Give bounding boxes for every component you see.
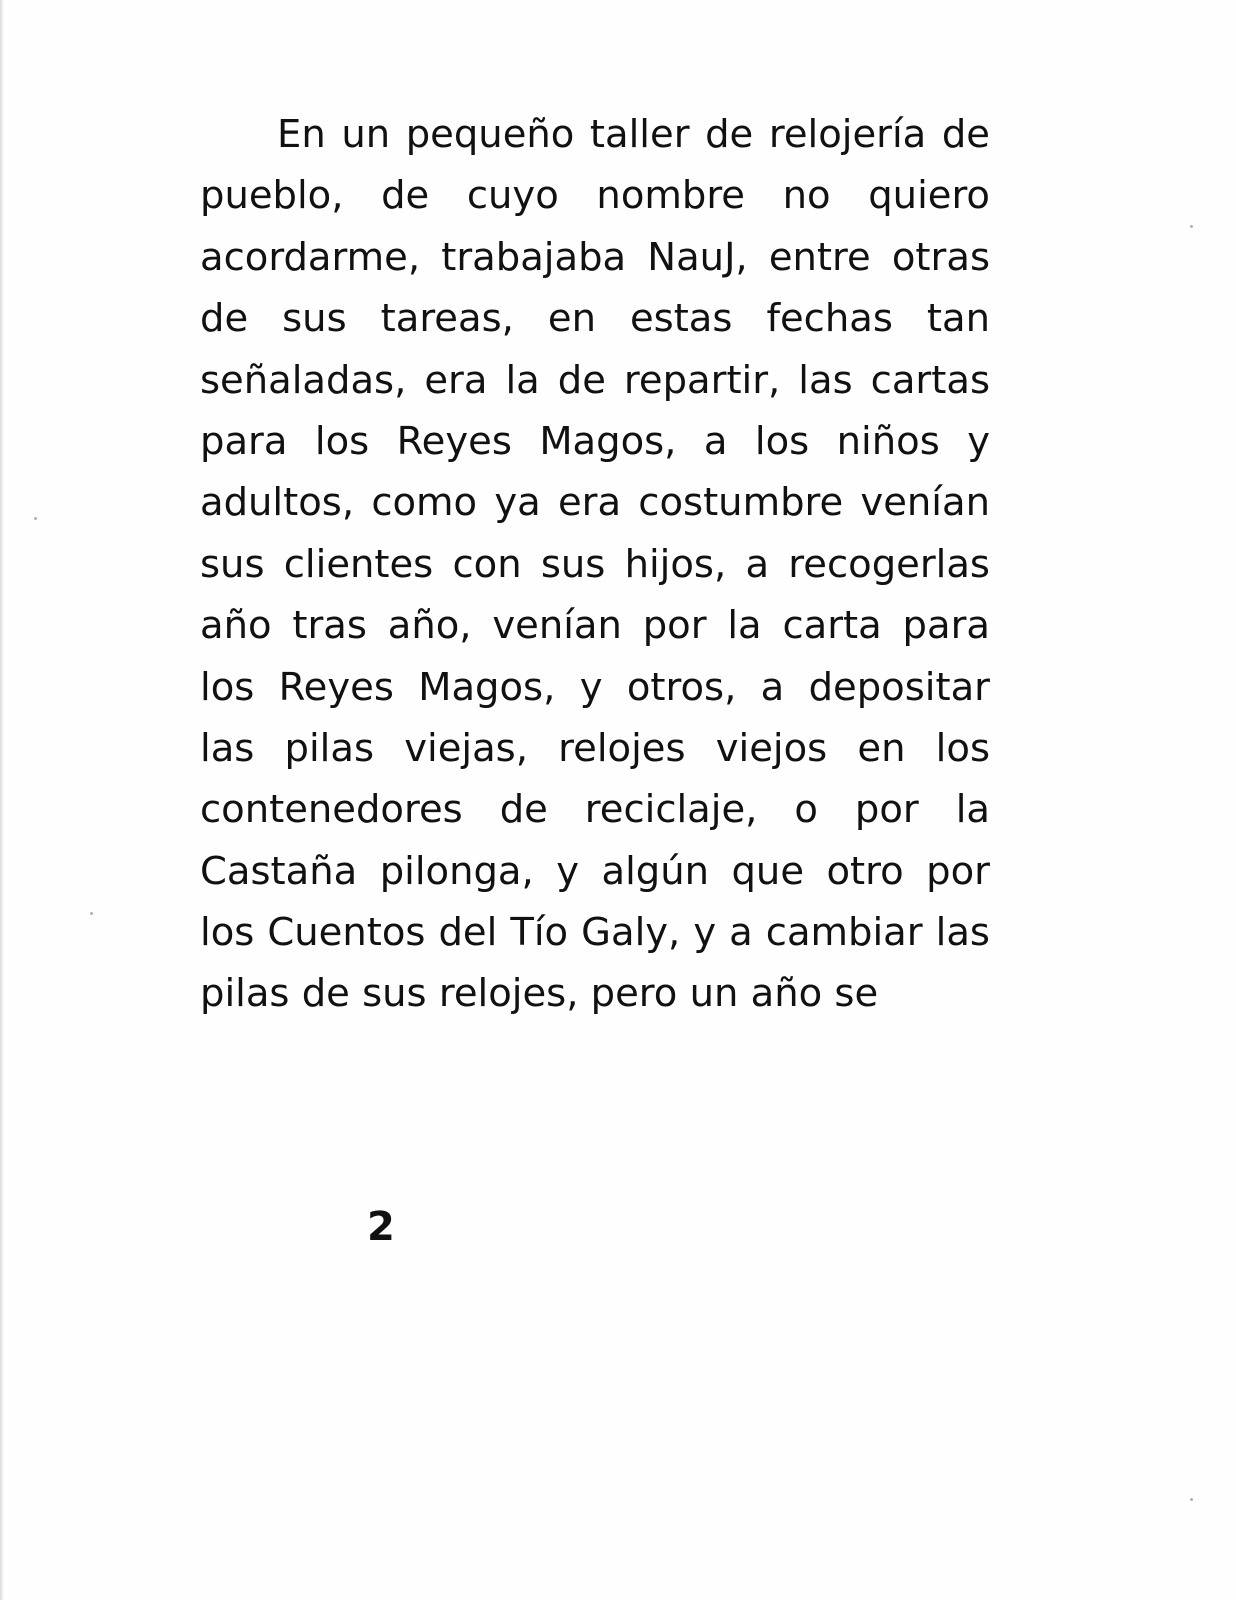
scan-edge-shadow [0, 0, 4, 1600]
text-line: adultos, como ya era costumbre venían [200, 480, 990, 526]
text-line: de sus tareas, en estas fechas tan [200, 296, 990, 342]
scan-speck [1190, 1498, 1193, 1501]
text-line: pilas de sus relojes, pero un año se [200, 971, 879, 1017]
scan-speck [1190, 225, 1193, 228]
body-paragraph [200, 104, 990, 1025]
text-line: contenedores de reciclaje, o por la [200, 787, 990, 833]
text-line: Castaña pilonga, y algún que otro por [200, 848, 990, 894]
text-line: para los Reyes Magos, a los niños y [200, 418, 990, 464]
text-line: En un pequeño taller de relojería de [277, 112, 990, 157]
text-line: señaladas, era la de repartir, las cartas [200, 357, 990, 403]
text-line: pueblo, de cuyo nombre no quiero [200, 173, 990, 219]
text-line: las pilas viejas, relojes viejos en los [200, 725, 990, 771]
text-line: sus clientes con sus hijos, a recogerlas [200, 541, 990, 587]
scan-speck [34, 517, 37, 520]
scan-speck [90, 912, 93, 915]
text-line: acordarme, trabajaba NauJ, entre otras [200, 234, 990, 280]
text-line: año tras año, venían por la carta para [200, 603, 990, 649]
text-line: los Reyes Magos, y otros, a depositar [200, 664, 990, 710]
text-line: los Cuentos del Tío Galy, y a cambiar las [200, 910, 990, 956]
page-number: 2 [367, 1204, 395, 1250]
